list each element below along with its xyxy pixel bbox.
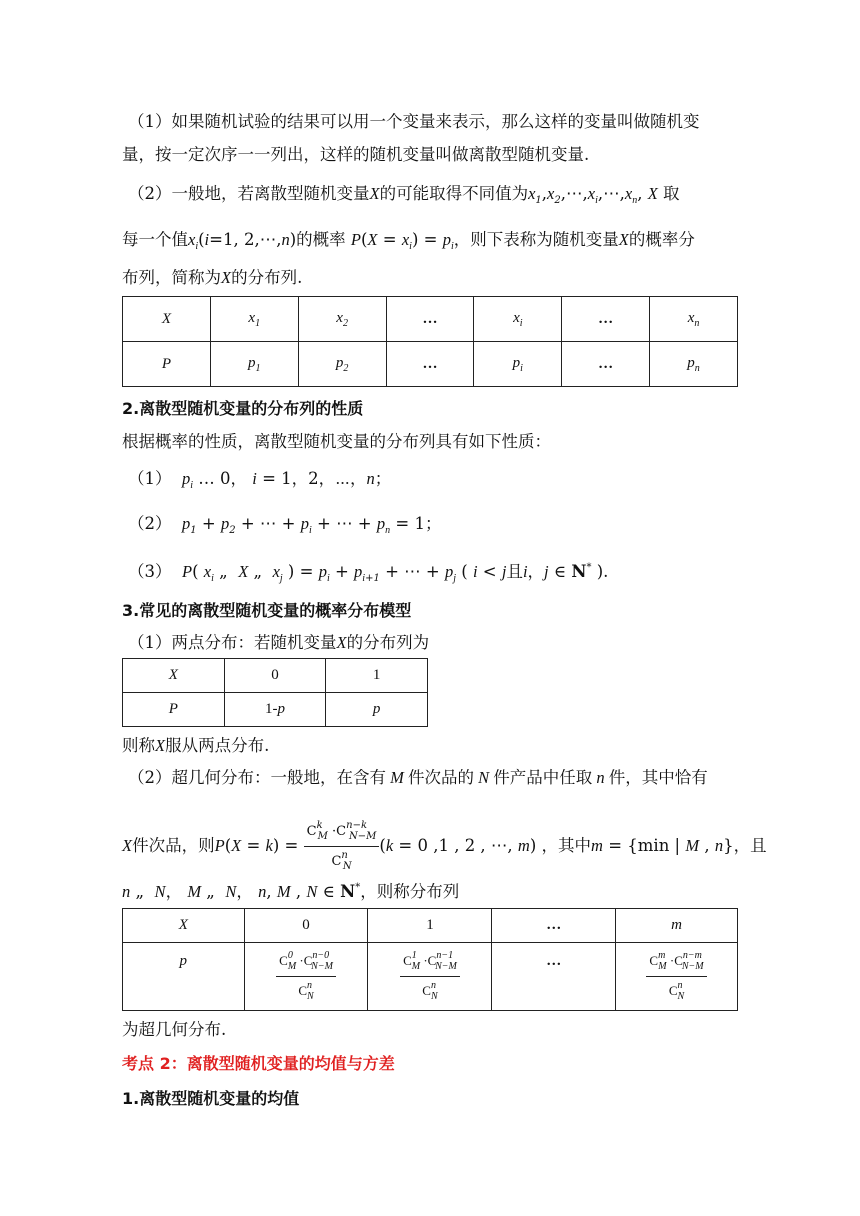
section-heading-2: 2.离散型随机变量的分布列的性质 <box>122 399 364 418</box>
hypergeometric-conclusion: 为超几何分布. <box>122 1020 227 1039</box>
paragraph-1-line-2: 量，按一定次序一一列出，这样的随机变量叫做离散型随机变量. <box>122 145 590 164</box>
paragraph-2-line-3: 布列，简称为X的分布列. <box>122 268 303 287</box>
section-heading-3: 3.常见的离散型随机变量的概率分布模型 <box>122 601 412 620</box>
two-point-conclusion: 则称X服从两点分布. <box>122 736 270 755</box>
hypergeometric-line-3: n „ N， M „ N， n, M , N ∈ N*，则称分布列 <box>122 882 460 901</box>
section-heading-mean: 1.离散型随机变量的均值 <box>122 1089 300 1108</box>
paragraph-2-line-2: 每一个值$x_i(i=1$, 2,⋯,n)的概率 $P(X = x_i) = p_i$，则下表称为随机变量X的概率分 <box>122 230 695 252</box>
cell-x-header: X <box>123 297 211 342</box>
property-1: （1） $p_i$ … 0， i = 1，2，⋯，n； <box>128 469 392 491</box>
paragraph-2-line-1: （2）一般地，若离散型随机变量X的可能取得不同值为$x_1,x_2,\cdots,x_i,\cdots,x_n$, X 取 <box>128 184 680 206</box>
hypergeometric-line-2: X件次品，则P(X = k) = $\frac{C^k_M \cdot C^{n-k}_{N-M}}{C^n_N}$ (k = 0 ,1 , 2 , ⋯, m) ，其中m = {min | M , n}，且 <box>122 820 767 872</box>
hypergeometric-table: X 0 1 … m p $\frac{C^0_M \cdot C^{n-0}_{N-M}}{C^n_N}$ $\frac{C^1_M \cdot C^{n-1}_{N-M}}{C^n_N}$ … $\frac{C^m_M \cdot C^{n-m}_{N-M}}{C^n_N}$ <box>122 908 738 1011</box>
distribution-table-general: X $x_1$ $x_2$ … $x_i$ … $x_n$ P $p_1$ $p_2$ … $p_i$ … $p_n$ <box>122 296 738 387</box>
two-point-intro: （1）两点分布：若随机变量X的分布列为 <box>128 633 430 652</box>
hypergeometric-line-1: （2）超几何分布：一般地，在含有 M 件次品的 N 件产品中任取 n 件，其中恰有 <box>128 768 708 787</box>
two-point-table: X 0 1 P 1-p p <box>122 658 428 727</box>
property-3: （3） P( $x_i$ „ X „ $x_j$ ) = $p_i + p_{i+1}$ + ⋯ + $p_j$ ( i < j且i，j ∈ N* ). <box>128 562 609 584</box>
cell-p-header: P <box>123 342 211 387</box>
topic-2-heading: 考点 2：离散型随机变量的均值与方差 <box>122 1054 395 1073</box>
paragraph-1-line-1: （1）如果随机试验的结果可以用一个变量来表示，那么这样的变量叫做随机变 <box>128 112 700 131</box>
property-2: （2） $p_1 + p_2$ + ⋯ + $p_i$ + ⋯ + $p_n = 1$； <box>128 514 442 536</box>
hypergeometric-formula: $\frac{C^k_M \cdot C^{n-k}_{N-M}}{C^n_N}$ <box>304 819 380 874</box>
properties-intro: 根据概率的性质，离散型随机变量的分布列具有如下性质： <box>122 432 551 451</box>
